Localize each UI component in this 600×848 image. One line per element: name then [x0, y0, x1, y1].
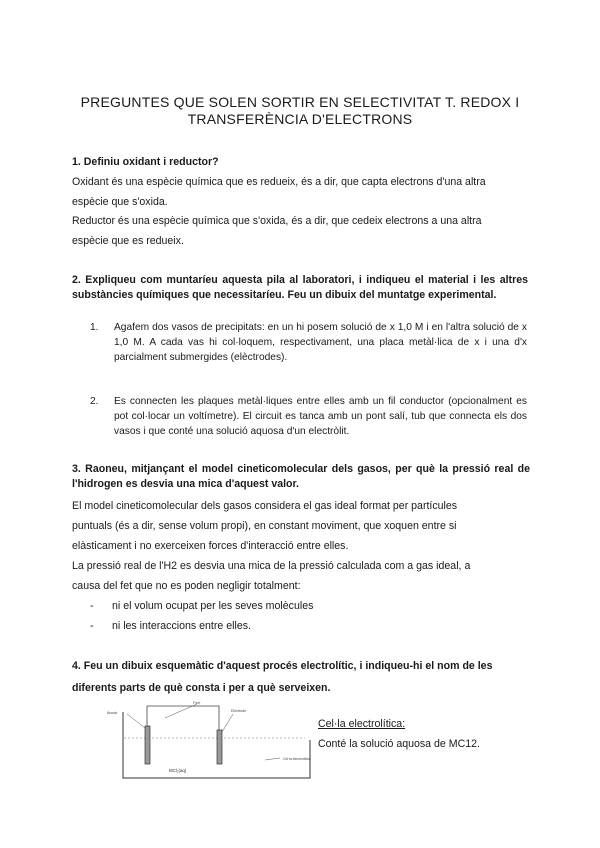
label-solution: MCl₂(aq) — [169, 768, 187, 773]
bullet-dash: - — [90, 620, 94, 632]
right-electrode — [217, 730, 222, 764]
bullet-text: ni les interaccions entre elles. — [112, 620, 251, 632]
diagram-caption-title: Cel·la electrolítica: — [318, 718, 406, 730]
question-2-heading: 2. Expliqueu com muntaríeu aquesta pila al laboratori, i indiqueu el material i les altres substàncies químiques que necessitaríeu. Feu un dibuix del muntatge experimental. — [72, 274, 528, 301]
question-2-steps — [90, 321, 527, 440]
label-pointer — [265, 758, 280, 760]
title-line-1: PREGUNTES QUE SOLEN SORTIR EN SELECTIVITAT T. REDOX I — [80, 94, 520, 110]
question-3-heading: 3. Raoneu, mitjançant el model cineticomolecular dels gasos, per què la pressió real de l'hidrogen es desvia una mica d'aquest valor. — [72, 463, 530, 490]
step-item — [90, 395, 527, 439]
label-source: Font — [193, 701, 201, 705]
bullet-item — [90, 616, 490, 636]
title-line-2: TRANSFERÈNCIA D'ELECTRONS — [187, 111, 413, 127]
question-1-reductor-definition: Reductor és una espècie química que s'oxida, és a dir, que cedeix electrons a una altra espècie que es redueix. — [72, 215, 482, 247]
step-item — [90, 321, 527, 365]
question-1-heading: 1. Definiu oxidant i reductor? — [72, 156, 219, 168]
label-cell: Cel·la electrolítica — [283, 757, 310, 761]
question-4-heading: 4. Feu un dibuix esquemàtic d'aquest procés electrolític, i indiqueu-hi el nom de les diferents parts de què consta i per a què serveixen. — [72, 660, 493, 694]
label-pointer — [222, 714, 233, 732]
question-1-oxidant-definition: Oxidant és una espècie química que es redueix, és a dir, que capta electrons d'una altra espècie que s'oxida. — [72, 176, 486, 208]
step-number: 2. — [90, 396, 99, 408]
question-3-model-paragraph: El model cineticomolecular dels gasos considera el gas ideal format per partícules puntuals (és a dir, sense volum propi), en constant moviment, que xoquen entre si elàsticament i no exerceixen forces d'interacció entre elles. — [72, 500, 458, 552]
bullet-dash: - — [90, 600, 94, 612]
step-text: Agafem dos vasos de precipitats: en un hi posem solució de x 1,0 M i en l'altra solució de x 1,0 M. A cada vas hi col·loquem, respectivament, una placa metàl·lica de x i una d'x parcialment submergides (elèctrodes). — [114, 322, 527, 363]
connecting-wire — [147, 706, 219, 730]
diagram-caption-text: Conté la solució aquosa de MC12. — [318, 738, 480, 750]
label-electrode: Elèctrode — [231, 709, 247, 713]
page-title — [60, 94, 540, 128]
step-text: Es connecten les plaques metàl·liques entre elles amb un fil conductor (opcionalment es pot col·locar un voltímetre). El circuit es tanca amb un pont salí, tub que connecta els dos vasos i que conté una solució aquosa d'un electròlit. — [114, 396, 527, 437]
bullet-text: ni el volum ocupat per les seves molècules — [112, 600, 314, 612]
bullet-item — [90, 596, 490, 616]
question-3-deviation-paragraph: La pressió real de l'H2 es desvia una mica de la pressió calculada com a gas ideal, a causa del fet que no es poden negligir totalment: — [72, 560, 471, 592]
step-number: 1. — [90, 322, 99, 333]
beaker-outline — [123, 712, 310, 778]
label-anode: Ànode — [107, 711, 118, 715]
left-electrode — [145, 726, 150, 764]
electrolysis-sketch — [105, 700, 320, 790]
label-pointer — [127, 714, 145, 728]
question-3-bullets — [90, 596, 490, 636]
